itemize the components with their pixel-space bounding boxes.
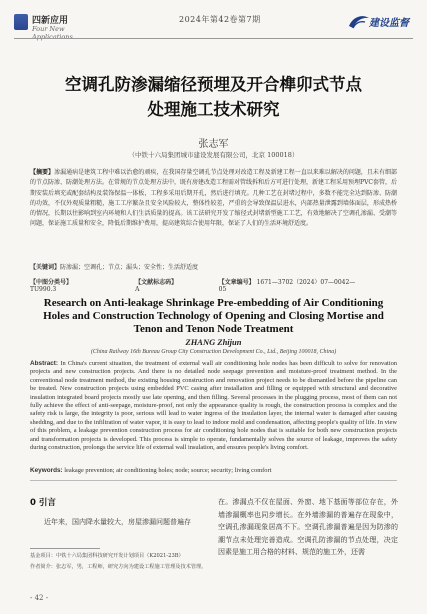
- doc-code-label: 【文献标志码】: [135, 279, 178, 286]
- author-name: 张志军: [198, 139, 229, 150]
- journal-name-en: Four New Applications: [32, 25, 73, 41]
- title-line-2: 处理施工技术研究: [147, 100, 280, 119]
- english-keywords: [30, 467, 397, 474]
- issue-info: 2024年第42卷第7期: [179, 15, 261, 24]
- page-number: - 42 -: [30, 594, 49, 602]
- clc-field: [30, 277, 117, 293]
- cn-keywords-text: 防渗漏；空调孔；节点；漏头；安全性；生活舒适度: [60, 264, 199, 271]
- english-abstract-label: Abstract:: [30, 360, 59, 367]
- intro-paragraph: 近年来，国内降水量较大，房屋渗漏问题普遍存: [44, 518, 191, 526]
- classification-row: [30, 277, 397, 293]
- author-bio-note: 作者简介：张志军，男，工程师，研究方向为建设工程施工管理及技术管理。: [30, 564, 207, 570]
- clc-value: TU990.3: [30, 286, 57, 293]
- cn-abstract: [30, 168, 397, 230]
- footnote-divider: [30, 548, 100, 549]
- journal-logo: [14, 12, 94, 41]
- brand-swoosh-icon: [347, 12, 371, 32]
- clc-label: 【中图分类号】: [30, 279, 73, 286]
- cn-abstract-label: 【摘要】: [30, 169, 55, 176]
- brand-text: 建设监督: [369, 18, 409, 29]
- funding-note: 基金项目：中铁十六局集团科技研究开发计划项目（K2021-23B）: [30, 553, 184, 559]
- english-title: Research on Anti-leakage Shrinkage Pre-embedding of Air Conditioning Holes and Construction Technology of Opening and Closing Mortise and Tenon and Tenon Node Treatment: [43, 297, 384, 335]
- doc-code-field: [135, 277, 201, 293]
- cn-keywords-label: 【关键词】: [30, 264, 61, 271]
- doc-code-value: A: [135, 286, 140, 293]
- body-right-column: 在。渗漏点不仅在屋面、外窗、地下基面等部位存在，外墙渗漏概率也同步增长。在外墙渗漏的普遍存在现象中，空调孔渗漏现象居高不下。空调孔渗漏普遍是因为防渗的潮节点未处理完善造成。空调孔防渗漏的节点处理，决定因素是施工用合格的材料、规范的施工外，还需: [218, 498, 398, 556]
- english-keywords-text: leakage prevention; air conditioning holes; node; source; security; living comfort: [64, 467, 272, 474]
- title-line-1: 空调孔防渗漏缩径预埋及开合榫卯式节点: [65, 75, 362, 94]
- brand-logo: [347, 10, 413, 34]
- english-affiliation: (China Railway 16th Bureau Group City Construction Development Co., Ltd., Beijing 100018, China): [90, 349, 337, 355]
- article-number-value: 1671—3702（2024）07—0042—05: [218, 279, 356, 293]
- section-heading: 0 引言: [30, 498, 56, 508]
- english-author: ZHANG Zhijun: [185, 337, 242, 347]
- body-left-column: [30, 496, 208, 571]
- header-divider: [14, 38, 413, 39]
- journal-logo-icon: [14, 14, 28, 30]
- article-number-field: [219, 277, 379, 293]
- abstract-divider: [30, 480, 397, 481]
- page-header: [14, 10, 413, 40]
- article-number-label: 【文章编号】: [218, 279, 255, 286]
- cn-abstract-text: 渗漏通病是建筑工程中难以治愈的顽疾，在我国存量空调孔节点处理对改造工程及新建工程一直以来难以解决的问题，且未有细部的节点防渗、防潮处理方法。在常规的节点处理方法中，既有房建改造工程需对管线拆和后方可进行处理，新建工程采用预埋PVC套管，后期安装后填充或配套结构及装饰保温一体板，工程多采用后期开孔，然后进行填充。几种工艺在封堵过程中，多数不能完全达到防渗、防潮的功效，不仅外观质量粗糙，施工工序繁杂且安全风险较大，整体性较差，严重的会导致保温层进水，内部热量泄露到墙体面层，形成热桥的情况，长期以往影响到室内环境和人们生活质量的提高。该工法研究开发了缩径式封堵新型施工工艺，有效地解决了空调孔渗漏、受潮等问题，保证施工质量和安全，降低后期维护费用，提高建筑综合使用年限，保证了人们的生活环境舒适度。: [30, 169, 397, 228]
- english-keywords-label: Keywords:: [30, 467, 63, 474]
- author-affiliation: （中铁十六局集团城市建设发展有限公司，北京 100018）: [128, 151, 299, 159]
- english-abstract-text: In China's current situation, the treatment of external wall air conditioning hole nodes has been difficult to solve for renovation projects and new construction projects. And there is no detailed node seepage prevention and moisture-proof treatment method. In the conventional node treatment method, the existing housing construction and renovation project needs to be dismantled before the pipeline can be treated. New construction projects using embedded PVC casing after installation and filling or equipped with structural and decorative insulation integrated board projects mostly use late opening, and then filling. Several processes in the plugging process, most of them can not fully achieve the effect of anti-seepage, moisture-proof, not only the appearance quality is rough, the construction process is complex and the safety risk is large, the integrity is poor, serious will lead to water ingress of the insulation layer, the internal water is damaged after causing shedding, and due to the infiltration of water vapor, it is easy to lead to indoor mold and condensation, affecting people's quality of life. In view of this problem, a leakage prevention construction process for air conditioning hole nodes that is suitable for both new construction projects and transformation projects is developed. This process is simple to operate, fundamentally solves the source of leakage, improves the safety during construction, prolongs the service life of external wall insulation, and ensures people's living comfort.: [30, 360, 397, 452]
- journal-name-cn: 四新应用: [32, 16, 69, 26]
- cn-keywords: [30, 262, 397, 271]
- english-abstract: [30, 360, 397, 452]
- article-title: [20, 72, 407, 122]
